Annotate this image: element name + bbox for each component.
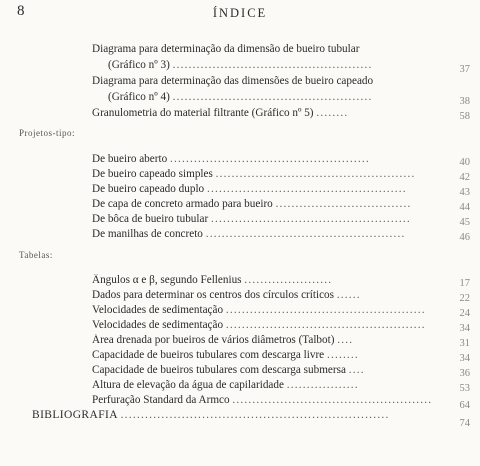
toc-page-projeto: 46 xyxy=(459,232,470,243)
toc-entry-grafico-3-line1: Diagrama para determinação da dimensão de bueiro tubular xyxy=(92,43,360,55)
toc-page-tabela: 36 xyxy=(459,368,470,379)
toc-entry-tabela: Velocidades de sedimentação .................................................. xyxy=(92,304,426,316)
section-heading-projetos: Projetos-tipo: xyxy=(19,128,75,138)
toc-entry-projeto: De bueiro capeado simples .................................................. xyxy=(92,168,416,180)
toc-page-tabela: 24 xyxy=(459,308,470,319)
section-heading-tabelas: Tabelas: xyxy=(19,250,53,260)
toc-entry-tabela: Perfuração Standard da Armco .................................................. xyxy=(92,394,433,406)
toc-entry-grafico-5: Granulometria do material filtrante (Gráfico nº 5) ........ xyxy=(92,107,349,119)
toc-entry-tabela: Ângulos α e β, segundo Fellenius ...................... xyxy=(92,274,333,286)
toc-entry-projeto: De capa de concreto armado para bueiro .................................. xyxy=(92,198,412,210)
toc-entry-tabela: Dados para determinar os centros dos círculos críticos ...... xyxy=(92,289,361,301)
toc-page-tabela: 22 xyxy=(459,293,470,304)
toc-page-bibliografia: 74 xyxy=(459,418,470,429)
toc-page-tabela: 64 xyxy=(459,400,470,411)
toc-entry-grafico-4-line2: (Gráfico nº 4) .................................................. xyxy=(108,91,373,103)
toc-entry-projeto: De bôca de bueiro tubular .................................................. xyxy=(92,213,411,225)
toc-page-grafico-3: 37 xyxy=(459,64,470,75)
toc-entry-grafico-4-line1: Diagrama para determinação das dimensões de bueiro capeado xyxy=(92,75,374,87)
toc-page-grafico-5: 58 xyxy=(459,111,470,122)
toc-page-tabela: 31 xyxy=(459,338,470,349)
toc-entry-projeto: De bueiro aberto .................................................. xyxy=(92,153,370,165)
page-number: 8 xyxy=(17,3,25,19)
page-title: ÍNDICE xyxy=(212,6,268,20)
toc-page-grafico-4: 38 xyxy=(459,96,470,107)
toc-entry-tabela: Capacidade de bueiros tubulares com descarga livre ........ xyxy=(92,349,359,361)
toc-page-projeto: 45 xyxy=(459,217,470,228)
toc-page-tabela: 17 xyxy=(459,278,470,289)
toc-page-tabela: 34 xyxy=(459,323,470,334)
toc-page-projeto: 44 xyxy=(459,202,470,213)
toc-entry-tabela: Capacidade de bueiros tubulares com descarga submersa .... xyxy=(92,364,365,376)
toc-entry-projeto: De bueiro capeado duplo .................................................. xyxy=(92,183,407,195)
toc-page-projeto: 43 xyxy=(459,187,470,198)
toc-entry-bibliografia: BIBLIOGRAFIA .................................................................. xyxy=(32,409,390,421)
toc-entry-tabela: Área drenada por bueiros de vários diâmetros (Talbot) .... xyxy=(92,334,354,346)
toc-page-projeto: 40 xyxy=(459,157,470,168)
toc-entry-tabela: Altura de elevação da água de capilaridade .................. xyxy=(92,379,359,391)
toc-page-tabela: 53 xyxy=(459,383,470,394)
toc-page-projeto: 42 xyxy=(459,172,470,183)
toc-page-tabela: 34 xyxy=(459,353,470,364)
toc-entry-tabela: Velocidades de sedimentação .................................................. xyxy=(92,319,426,331)
toc-entry-projeto: De manilhas de concreto .................................................. xyxy=(92,228,406,240)
toc-entry-grafico-3-line2: (Gráfico nº 3) .................................................. xyxy=(108,59,373,71)
